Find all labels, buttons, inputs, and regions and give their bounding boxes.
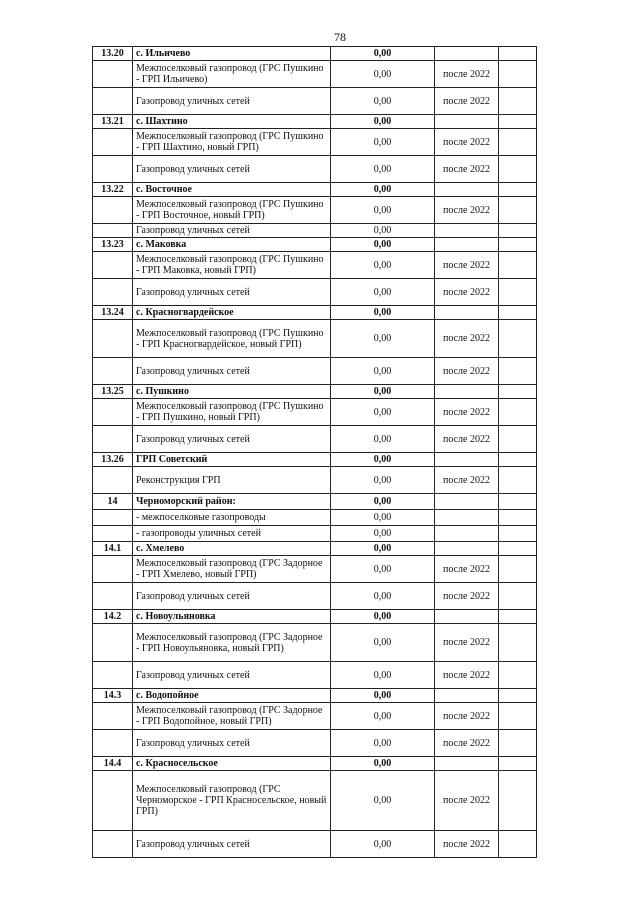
row-number: 13.26 [93, 453, 133, 467]
row-year: после 2022 [435, 252, 499, 279]
row-year: после 2022 [435, 771, 499, 831]
row-year: после 2022 [435, 279, 499, 306]
row-year [435, 453, 499, 467]
row-name: Реконструкция ГРП [133, 467, 331, 494]
row-extra [499, 306, 537, 320]
row-extra [499, 385, 537, 399]
row-year: после 2022 [435, 399, 499, 426]
row-number [93, 61, 133, 88]
row-value: 0,00 [331, 183, 435, 197]
row-name: Черноморский район: [133, 494, 331, 510]
row-value: 0,00 [331, 556, 435, 583]
row-name: Межпоселковый газопровод (ГРС Пушкино - ГРП Пушкино, новый ГРП) [133, 399, 331, 426]
row-extra [499, 689, 537, 703]
row-year: после 2022 [435, 320, 499, 358]
table-row [93, 224, 537, 238]
section-row [93, 115, 537, 129]
row-extra [499, 61, 537, 88]
row-number [93, 703, 133, 730]
row-number [93, 583, 133, 610]
section-row [93, 542, 537, 556]
row-name: с. Ильичево [133, 47, 331, 61]
table-row [93, 88, 537, 115]
row-number [93, 730, 133, 757]
row-value: 0,00 [331, 831, 435, 858]
row-number [93, 510, 133, 526]
row-year: после 2022 [435, 197, 499, 224]
row-year: после 2022 [435, 624, 499, 662]
row-name: Газопровод уличных сетей [133, 426, 331, 453]
row-extra [499, 730, 537, 757]
row-number: 13.25 [93, 385, 133, 399]
row-extra [499, 453, 537, 467]
row-number: 13.24 [93, 306, 133, 320]
row-year [435, 224, 499, 238]
row-name: Межпоселковый газопровод (ГРС Пушкино - ГРП Красногвардейское, новый ГРП) [133, 320, 331, 358]
row-name: с. Маковка [133, 238, 331, 252]
row-number [93, 358, 133, 385]
row-name: с. Пушкино [133, 385, 331, 399]
row-value: 0,00 [331, 689, 435, 703]
row-value: 0,00 [331, 399, 435, 426]
row-value: 0,00 [331, 510, 435, 526]
row-year: после 2022 [435, 467, 499, 494]
row-extra [499, 156, 537, 183]
table-row [93, 252, 537, 279]
row-year [435, 542, 499, 556]
row-number [93, 526, 133, 542]
row-extra [499, 831, 537, 858]
table-row [93, 467, 537, 494]
row-name: Газопровод уличных сетей [133, 730, 331, 757]
row-name: с. Новоульяновка [133, 610, 331, 624]
row-value: 0,00 [331, 129, 435, 156]
section-row [93, 306, 537, 320]
row-name: Газопровод уличных сетей [133, 583, 331, 610]
row-year [435, 183, 499, 197]
row-year [435, 385, 499, 399]
page-number: 78 [334, 30, 346, 44]
row-number [93, 426, 133, 453]
row-extra [499, 88, 537, 115]
row-name: с. Красносельское [133, 757, 331, 771]
row-name: Межпоселковый газопровод (ГРС Задорное - ГРП Новоульяновка, новый ГРП) [133, 624, 331, 662]
table-row [93, 662, 537, 689]
row-extra [499, 556, 537, 583]
row-value: 0,00 [331, 156, 435, 183]
row-year: после 2022 [435, 703, 499, 730]
row-number [93, 88, 133, 115]
table-row [93, 510, 537, 526]
row-number: 13.22 [93, 183, 133, 197]
row-name: Газопровод уличных сетей [133, 279, 331, 306]
row-extra [499, 47, 537, 61]
row-value: 0,00 [331, 467, 435, 494]
row-extra [499, 320, 537, 358]
row-value: 0,00 [331, 115, 435, 129]
row-year [435, 757, 499, 771]
row-value: 0,00 [331, 88, 435, 115]
row-name: Межпоселковый газопровод (ГРС Задорное - ГРП Водопойное, новый ГРП) [133, 703, 331, 730]
table-row [93, 426, 537, 453]
row-name: Межпоселковый газопровод (ГРС Пушкино - ГРП Шахтино, новый ГРП) [133, 129, 331, 156]
row-number [93, 467, 133, 494]
table-row [93, 320, 537, 358]
table-row [93, 771, 537, 831]
row-value: 0,00 [331, 252, 435, 279]
row-value: 0,00 [331, 385, 435, 399]
table-row [93, 358, 537, 385]
section-row [93, 183, 537, 197]
row-extra [499, 224, 537, 238]
row-number [93, 279, 133, 306]
row-year [435, 47, 499, 61]
row-value: 0,00 [331, 662, 435, 689]
row-year: после 2022 [435, 129, 499, 156]
row-value: 0,00 [331, 730, 435, 757]
row-extra [499, 526, 537, 542]
row-year: после 2022 [435, 831, 499, 858]
row-value: 0,00 [331, 583, 435, 610]
row-extra [499, 757, 537, 771]
row-year [435, 610, 499, 624]
row-year: после 2022 [435, 61, 499, 88]
row-number [93, 156, 133, 183]
row-name: Газопровод уличных сетей [133, 831, 331, 858]
table-body [93, 47, 537, 858]
row-value: 0,00 [331, 610, 435, 624]
row-extra [499, 399, 537, 426]
row-year [435, 689, 499, 703]
row-extra [499, 703, 537, 730]
row-name: с. Восточное [133, 183, 331, 197]
row-value: 0,00 [331, 624, 435, 662]
row-name: Межпоселковый газопровод (ГРС Черноморское - ГРП Красносельское, новый ГРП) [133, 771, 331, 831]
row-value: 0,00 [331, 426, 435, 453]
row-year [435, 238, 499, 252]
table-row [93, 624, 537, 662]
table-row [93, 279, 537, 306]
row-value: 0,00 [331, 306, 435, 320]
row-number [93, 556, 133, 583]
section-row [93, 238, 537, 252]
row-year: после 2022 [435, 156, 499, 183]
row-extra [499, 197, 537, 224]
section-row [93, 47, 537, 61]
row-number: 14.4 [93, 757, 133, 771]
row-number: 14.2 [93, 610, 133, 624]
row-value: 0,00 [331, 494, 435, 510]
table-row [93, 197, 537, 224]
row-value: 0,00 [331, 197, 435, 224]
row-number [93, 831, 133, 858]
row-extra [499, 494, 537, 510]
row-name: Межпоселковый газопровод (ГРС Пушкино - ГРП Ильичево) [133, 61, 331, 88]
row-extra [499, 771, 537, 831]
row-year: после 2022 [435, 662, 499, 689]
row-name: Межпоселковый газопровод (ГРС Задорное - ГРП Хмелево, новый ГРП) [133, 556, 331, 583]
row-extra [499, 583, 537, 610]
row-number [93, 252, 133, 279]
row-name: Межпоселковый газопровод (ГРС Пушкино - ГРП Маковка, новый ГРП) [133, 252, 331, 279]
row-extra [499, 542, 537, 556]
row-extra [499, 610, 537, 624]
row-number: 13.23 [93, 238, 133, 252]
row-number [93, 662, 133, 689]
table-row [93, 399, 537, 426]
row-value: 0,00 [331, 453, 435, 467]
row-name: с. Шахтино [133, 115, 331, 129]
row-value: 0,00 [331, 771, 435, 831]
row-number: 14 [93, 494, 133, 510]
row-extra [499, 510, 537, 526]
row-number [93, 197, 133, 224]
row-value: 0,00 [331, 279, 435, 306]
row-name: Газопровод уличных сетей [133, 358, 331, 385]
row-name: Межпоселковый газопровод (ГРС Пушкино - ГРП Восточное, новый ГРП) [133, 197, 331, 224]
row-value: 0,00 [331, 47, 435, 61]
row-extra [499, 183, 537, 197]
table-row [93, 730, 537, 757]
row-name: - газопроводы уличных сетей [133, 526, 331, 542]
row-name: ГРП Советский [133, 453, 331, 467]
row-number: 14.3 [93, 689, 133, 703]
row-extra [499, 358, 537, 385]
section-row [93, 453, 537, 467]
row-value: 0,00 [331, 61, 435, 88]
row-extra [499, 238, 537, 252]
section-row [93, 689, 537, 703]
row-year [435, 510, 499, 526]
row-name: с. Красногвардейское [133, 306, 331, 320]
row-year [435, 115, 499, 129]
row-year [435, 526, 499, 542]
row-extra [499, 426, 537, 453]
row-year [435, 306, 499, 320]
row-value: 0,00 [331, 757, 435, 771]
row-value: 0,00 [331, 224, 435, 238]
row-year: после 2022 [435, 730, 499, 757]
row-name: Газопровод уличных сетей [133, 662, 331, 689]
row-year: после 2022 [435, 583, 499, 610]
row-extra [499, 467, 537, 494]
section-row [93, 757, 537, 771]
table-row [93, 526, 537, 542]
row-number: 13.21 [93, 115, 133, 129]
section-row [93, 385, 537, 399]
row-extra [499, 279, 537, 306]
row-number [93, 771, 133, 831]
row-extra [499, 115, 537, 129]
row-number [93, 129, 133, 156]
row-number: 14.1 [93, 542, 133, 556]
row-extra [499, 129, 537, 156]
row-name: с. Хмелево [133, 542, 331, 556]
row-value: 0,00 [331, 703, 435, 730]
row-year: после 2022 [435, 556, 499, 583]
section-row [93, 494, 537, 510]
row-value: 0,00 [331, 358, 435, 385]
row-year: после 2022 [435, 426, 499, 453]
table-row [93, 583, 537, 610]
row-year: после 2022 [435, 358, 499, 385]
row-extra [499, 252, 537, 279]
row-number [93, 224, 133, 238]
row-name: Газопровод уличных сетей [133, 156, 331, 183]
row-year [435, 494, 499, 510]
row-extra [499, 662, 537, 689]
row-number: 13.20 [93, 47, 133, 61]
table-row [93, 831, 537, 858]
section-row [93, 610, 537, 624]
row-number [93, 399, 133, 426]
row-value: 0,00 [331, 526, 435, 542]
table-row [93, 703, 537, 730]
row-name: - межпоселковые газопроводы [133, 510, 331, 526]
row-name: Газопровод уличных сетей [133, 224, 331, 238]
table-row [93, 61, 537, 88]
row-value: 0,00 [331, 238, 435, 252]
row-number [93, 320, 133, 358]
row-extra [499, 624, 537, 662]
row-number [93, 624, 133, 662]
row-name: с. Водопойное [133, 689, 331, 703]
gas-pipeline-table [92, 46, 537, 858]
table-row [93, 129, 537, 156]
table-row [93, 556, 537, 583]
row-name: Газопровод уличных сетей [133, 88, 331, 115]
table-row [93, 156, 537, 183]
row-year: после 2022 [435, 88, 499, 115]
row-value: 0,00 [331, 542, 435, 556]
row-value: 0,00 [331, 320, 435, 358]
